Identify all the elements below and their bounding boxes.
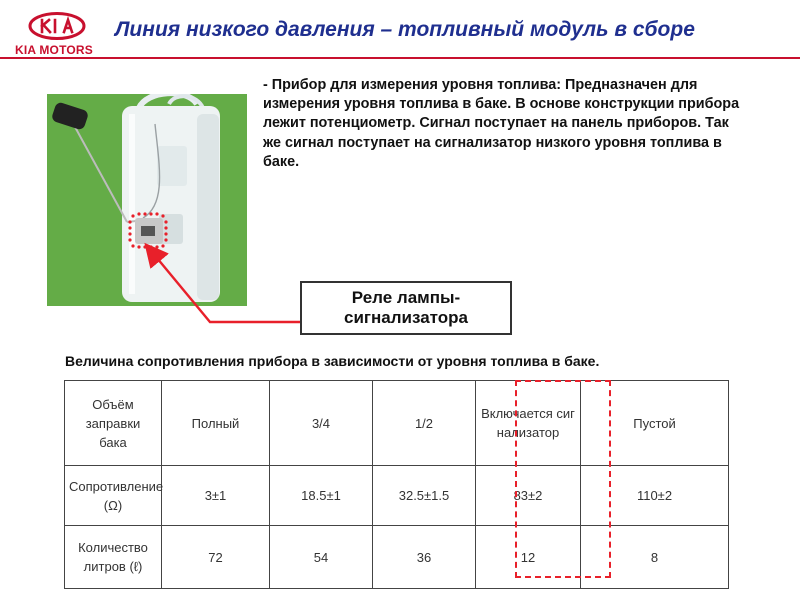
table-cell: 12 — [476, 526, 581, 589]
table-cell: 54 — [270, 526, 373, 589]
table-cell: 72 — [162, 526, 270, 589]
table-cell: 83±2 — [476, 466, 581, 526]
table-cell: 32.5±1.5 — [373, 466, 476, 526]
kia-logo — [6, 12, 102, 56]
callout-line-2: сигнализатора — [344, 308, 468, 327]
row-header-fill-volume: Объём заправки бака — [65, 381, 162, 466]
table-cell: 110±2 — [581, 466, 729, 526]
kia-emblem-icon — [28, 12, 86, 40]
table-caption: Величина сопротивления прибора в зависимости от уровня топлива в баке. — [65, 353, 600, 369]
callout-line-1: Реле лампы- — [351, 288, 461, 307]
table-cell: Включается сигнализатор — [476, 381, 581, 466]
table-row — [65, 381, 729, 466]
fuel-module-photo — [47, 94, 247, 306]
title-divider — [0, 57, 800, 59]
table-cell: 36 — [373, 526, 476, 589]
table-cell: 8 — [581, 526, 729, 589]
table-cell: Полный — [162, 381, 270, 466]
table-cell: 1/2 — [373, 381, 476, 466]
description-text: - Прибор для измерения уровня топлива: Предназначен для измерения уровня топлива в баке. В основе конструкции прибора лежит потенциометр. Сигнал поступает на панель приборов. Так же сигнал поступает на сигнализатор низкого уровня топлива в баке. — [263, 77, 740, 170]
row-header-liters: Количество литров (ℓ) — [65, 526, 162, 589]
row-header-resistance: Сопротивление (Ω) — [65, 466, 162, 526]
page-title: Линия низкого давления – топливный модуль в сборе — [115, 18, 695, 41]
relay-callout-box — [300, 281, 512, 335]
table-cell: 3/4 — [270, 381, 373, 466]
brand-text: KIA MOTORS — [14, 43, 93, 57]
table-cell: 3±1 — [162, 466, 270, 526]
table-row — [65, 466, 729, 526]
table-row — [65, 526, 729, 589]
table-cell: Пустой — [581, 381, 729, 466]
resistance-table — [64, 380, 729, 589]
table-cell: 18.5±1 — [270, 466, 373, 526]
